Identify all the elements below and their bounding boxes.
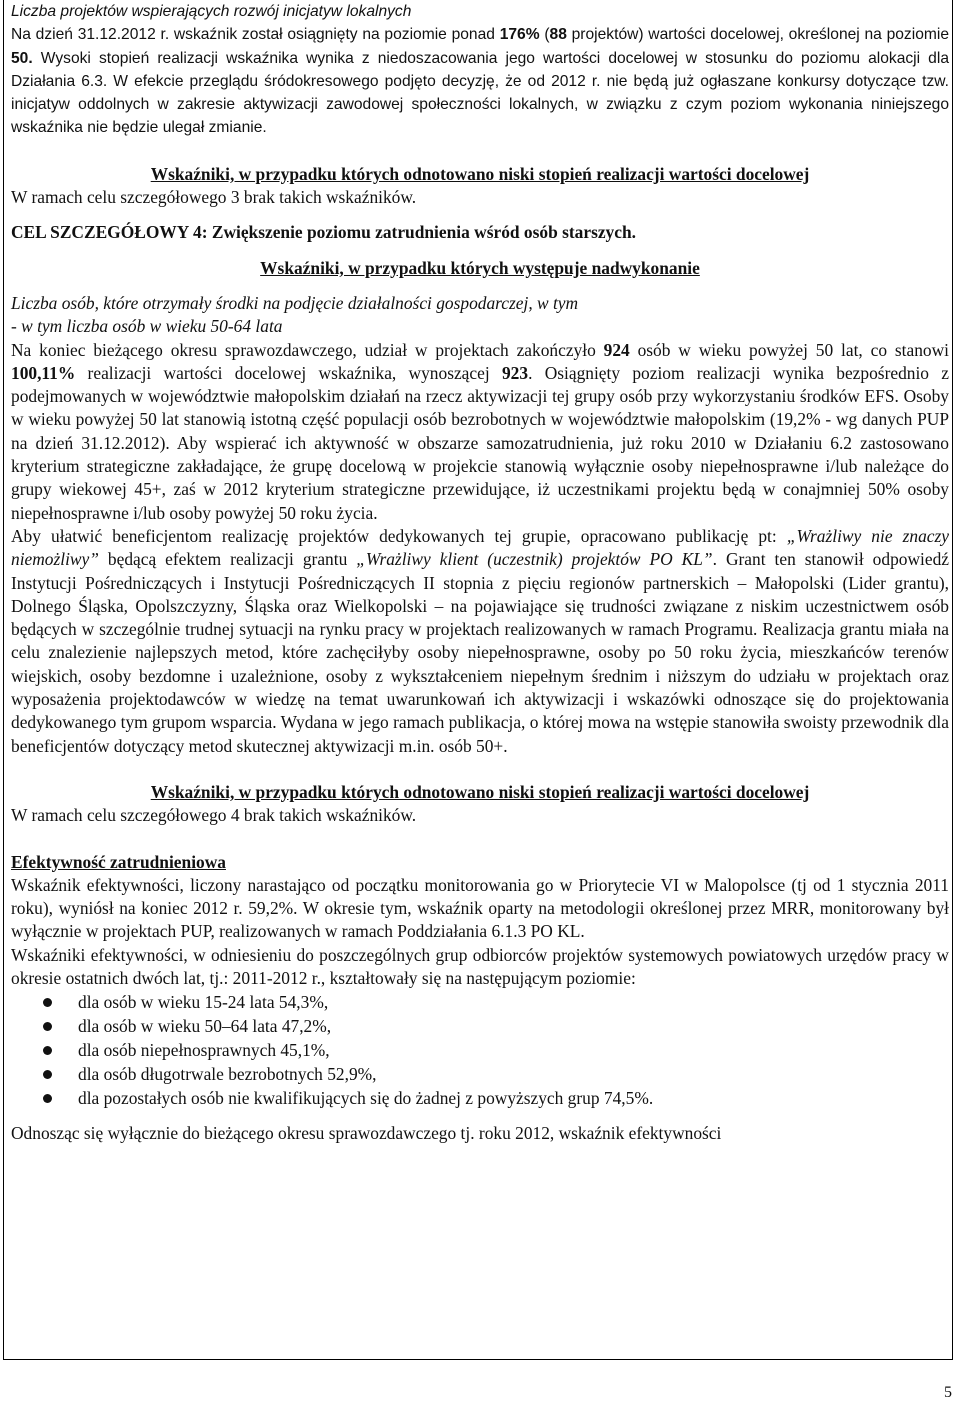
paragraph-effectiveness-1: Wskaźnik efektywności, liczony narastająco od początku monitorowania go w Priorytecie VI w Malopolsce (tj od 1 stycznia 2011 roku), wyniósł na koniec 2012 r. 59,2%. W okresie tym, wskaźnik oparty na metodologii określonej przez MRR, monitorowany był wyłącznie w projektach PUP, realizowanych w ramach Poddziałania 6.1.3 PO KL. [11, 874, 949, 942]
page-number: 5 [944, 1384, 952, 1401]
paragraph-initiatives: Na dzień 31.12.2012 r. wskaźnik został osiągnięty na poziomie ponad 176% (88 projektów) wartości docelowej, określonej na poziomie 50. Wysoki stopień realizacji wskaźnika wynika z niedoszacowania jego wartości docelowej w stosunku do poziomu alokacji dla Działania 6.3. W efekcie przeglądu śródokresowego podjęto decyzję, że od 2012 r. nie będą już ogłaszane konkursy dotyczące tzw. inicjatyw oddolnych w zakresie aktywizacji zawodowej społeczności lokalnych, w związku z czym poziom wykonania niniejszego wskaźnika nie będzie ulegał zmianie. [11, 26, 949, 137]
effectiveness-heading: Efektywność zatrudnieniowa [11, 851, 226, 872]
document-body [11, 0, 949, 1146]
paragraph-effectiveness-3: Odnosząc się wyłącznie do bieżącego okresu sprawozdawczego tj. roku 2012, wskaźnik efektywności [11, 1123, 722, 1144]
paragraph-effectiveness-2: Wskaźniki efektywności, w odniesieniu do poszczególnych grup odbiorców projektów systemowych powiatowych urzędów pracy w okresie ostatnich dwóch lat, tj.: 2011-2012 r., kształtowały się na następującym poziomie: [11, 944, 949, 988]
list-item: dla pozostałych osób nie kwalifikujących się do żadnej z powyższych grup 74,5%. [78, 1086, 949, 1110]
paragraph-grant: Aby ułatwić beneficjentom realizację projektów dedykowanych tej grupie, opracowano publikację pt: „Wrażliwy nie znaczy niemożliwy” będącą efektem realizacji grantu „Wrażliwy klient (uczestnik) projektów PO KL”. Grant ten stanowił odpowiedź Instytucji Pośredniczących i Instytucji Pośredniczących II stopnia z pięciu regionów partnerskich – Małopolski (Lider grantu), Dolnego Śląska, Opolszczyzny, Śląska oraz Wielkopolski – na pojawiające się trudności związane z niskim uczestnictwem osób będących w szczególnie trudnej sytuacji na rynku pracy w projektach realizowanych w ramach Programu. Realizacja grantu miała na celu znalezienie najlepszych metod, które zachęciłyby osoby niepełnosprawne, osoby po 50 roku życia, mieszkańców terenów wiejskich, osoby bezdomne i uzależnione, osoby z wykształceniem niepełnym średnim i niższym do udziału w projektach oraz wyposażenia projektodawców w wiedzę na temat uwarunkowań ich aktywizacji i wskazówki odnoszące się do projektowania dedykowanego tym grupom wsparcia. Wydana w jego ramach publikacja, o której mowa na wstępie stanowiła swoisty przewodnik dla beneficjentów dotyczący metod skutecznej aktywizacji m.in. osób 50+. [11, 525, 949, 756]
indicator-subname: - w tym liczba osób w wieku 50-64 lata [11, 316, 283, 337]
indicator-title: Liczba projektów wspierających rozwój inicjatyw lokalnych [11, 3, 412, 20]
low-realization-note: W ramach celu szczegółowego 3 brak takich wskaźników. [11, 187, 417, 208]
list-item: dla osób w wieku 50–64 lata 47,2%, [78, 1014, 949, 1038]
section-heading-overperformance: Wskaźniki, w przypadku których występuje nadwykonanie [260, 257, 700, 278]
low-realization-note-2: W ramach celu szczegółowego 4 brak takich wskaźników. [11, 805, 417, 826]
paragraph-overperformance: Na koniec bieżącego okresu sprawozdawczego, udział w projektach zakończyło 924 osób w wieku powyżej 50 lat, co stanowi 100,11% realizacji wartości docelowej wskaźnika, wynoszącej 923. Osiągnięty poziom realizacji wynika bezpośrednio z podejmowanych w województwie małopolskim działań na rzecz aktywizacji tej grupy osób przy wykorzystaniu środków EFS. Osoby w wieku powyżej 50 lat stanowią istotną część populacji osób bezrobotnych w województwie małopolskim (19,2% - wg danych PUP na dzień 31.12.2012). Aby wspierać ich aktywność w obszarze samozatrudnienia, już roku 2010 w Działaniu 6.2 zastosowano kryterium strategiczne zakładające, że grupę docelową w projekcie stanowią wyłącznie osoby niepełnosprawne i/lub należące do grupy wiekowej 45+, zaś w 2012 kryterium strategiczne przewidujące, iż uczestnikami projektu będą w conajmniej 50% osoby niepełnosprawne i/lub osoby powyżej 50 roku życia. [11, 339, 949, 523]
objective-4-heading: CEL SZCZEGÓŁOWY 4: Zwiększenie poziomu zatrudnienia wśród osób starszych. [11, 222, 636, 243]
indicator-name: Liczba osób, które otrzymały środki na podjęcie działalności gospodarczej, w tym [11, 292, 579, 313]
effectiveness-list [11, 990, 949, 1110]
section-heading-low-realization-2: Wskaźniki, w przypadku których odnotowano niski stopień realizacji wartości docelowej [150, 781, 810, 802]
section-heading-low-realization: Wskaźniki, w przypadku których odnotowano niski stopień realizacji wartości docelowej [150, 163, 810, 184]
list-item: dla osób długotrwale bezrobotnych 52,9%, [78, 1062, 949, 1086]
list-item: dla osób w wieku 15-24 lata 54,3%, [78, 990, 949, 1014]
list-item: dla osób niepełnosprawnych 45,1%, [78, 1038, 949, 1062]
